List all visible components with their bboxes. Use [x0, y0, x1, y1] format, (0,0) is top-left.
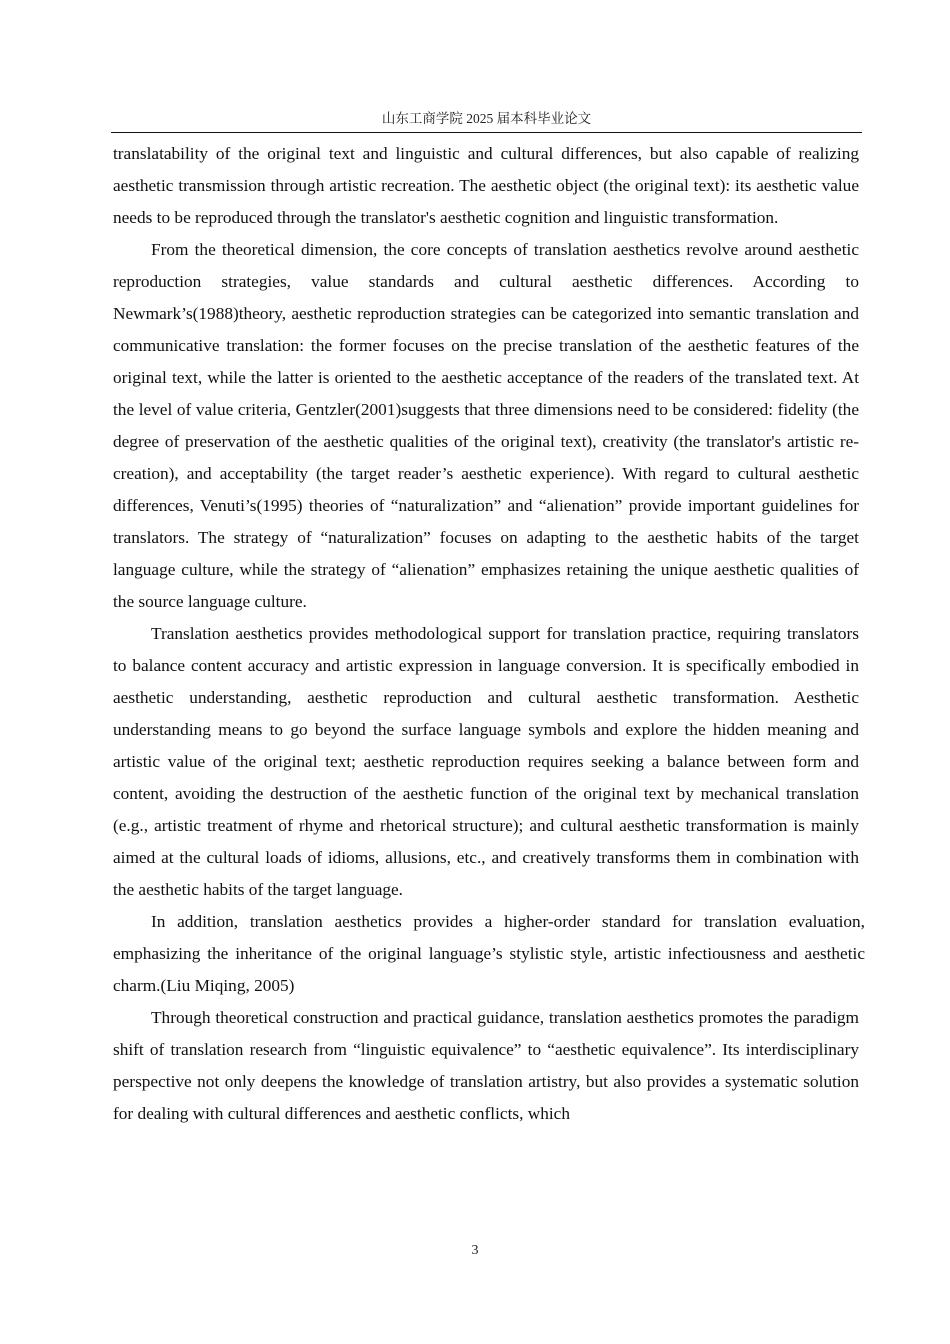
body-text — [113, 138, 865, 1130]
paragraph-continuation: translatability of the original text and linguistic and cultural differences, but also capable of realizing aesthetic transmission through artistic recreation. The aesthetic object (the original text): its aesthetic value needs to be reproduced through the translator's aesthetic cognition and linguistic transformation. — [113, 144, 859, 227]
running-header: 山东工商学院 2025 届本科毕业论文 — [381, 111, 592, 126]
paragraph-evaluation-standard: In addition, translation aesthetics provides a higher-order standard for translation evaluation, emphasizing the inheritance of the original language’s stylistic style, artistic infectiousness and aesthetic charm.(Liu Miqing, 2005) — [113, 912, 865, 995]
paragraph-methodological-support: Translation aesthetics provides methodological support for translation practice, requiring translators to balance content accuracy and artistic expression in language conversion. It is specifically embodied in aesthetic understanding, aesthetic reproduction and cultural aesthetic transformation. Aesthetic understanding means to go beyond the surface language symbols and explore the hidden meaning and artistic value of the original text; aesthetic reproduction requires seeking a balance between form and content, avoiding the destruction of the aesthetic function of the original text by mechanical translation (e.g., artistic treatment of rhyme and rhetorical structure); and cultural aesthetic transformation is mainly aimed at the cultural loads of idioms, allusions, etc., and creatively transforms them in combination with the aesthetic habits of the target language. — [113, 624, 859, 899]
paragraph-paradigm-shift: Through theoretical construction and practical guidance, translation aesthetics promotes the paradigm shift of translation research from “linguistic equivalence” to “aesthetic equivalence”. Its interdisciplinary perspective not only deepens the knowledge of translation artistry, but also provides a systematic solution for dealing with cultural differences and aesthetic conflicts, which — [113, 1008, 859, 1123]
header-divider — [111, 132, 862, 133]
page-number: 3 — [471, 1243, 479, 1258]
paragraph-theoretical-dimension: From the theoretical dimension, the core concepts of translation aesthetics revolve around aesthetic reproduction strategies, value standards and cultural aesthetic differences. According to Newmark’s(1988)theory, aesthetic reproduction strategies can be categorized into semantic translation and communicative translation: the former focuses on the precise translation of the aesthetic features of the original text, while the latter is oriented to the aesthetic acceptance of the readers of the translated text. At the level of value criteria, Gentzler(2001)suggests that three dimensions need to be considered: fidelity (the degree of preservation of the aesthetic qualities of the original text), creativity (the translator's artistic re-creation), and acceptability (the target reader’s aesthetic experience). With regard to cultural aesthetic differences, Venuti’s(1995) theories of “naturalization” and “alienation” provide important guidelines for translators. The strategy of “naturalization” focuses on adapting to the aesthetic habits of the target language culture, while the strategy of “alienation” emphasizes retaining the unique aesthetic qualities of the source language culture. — [113, 240, 859, 611]
